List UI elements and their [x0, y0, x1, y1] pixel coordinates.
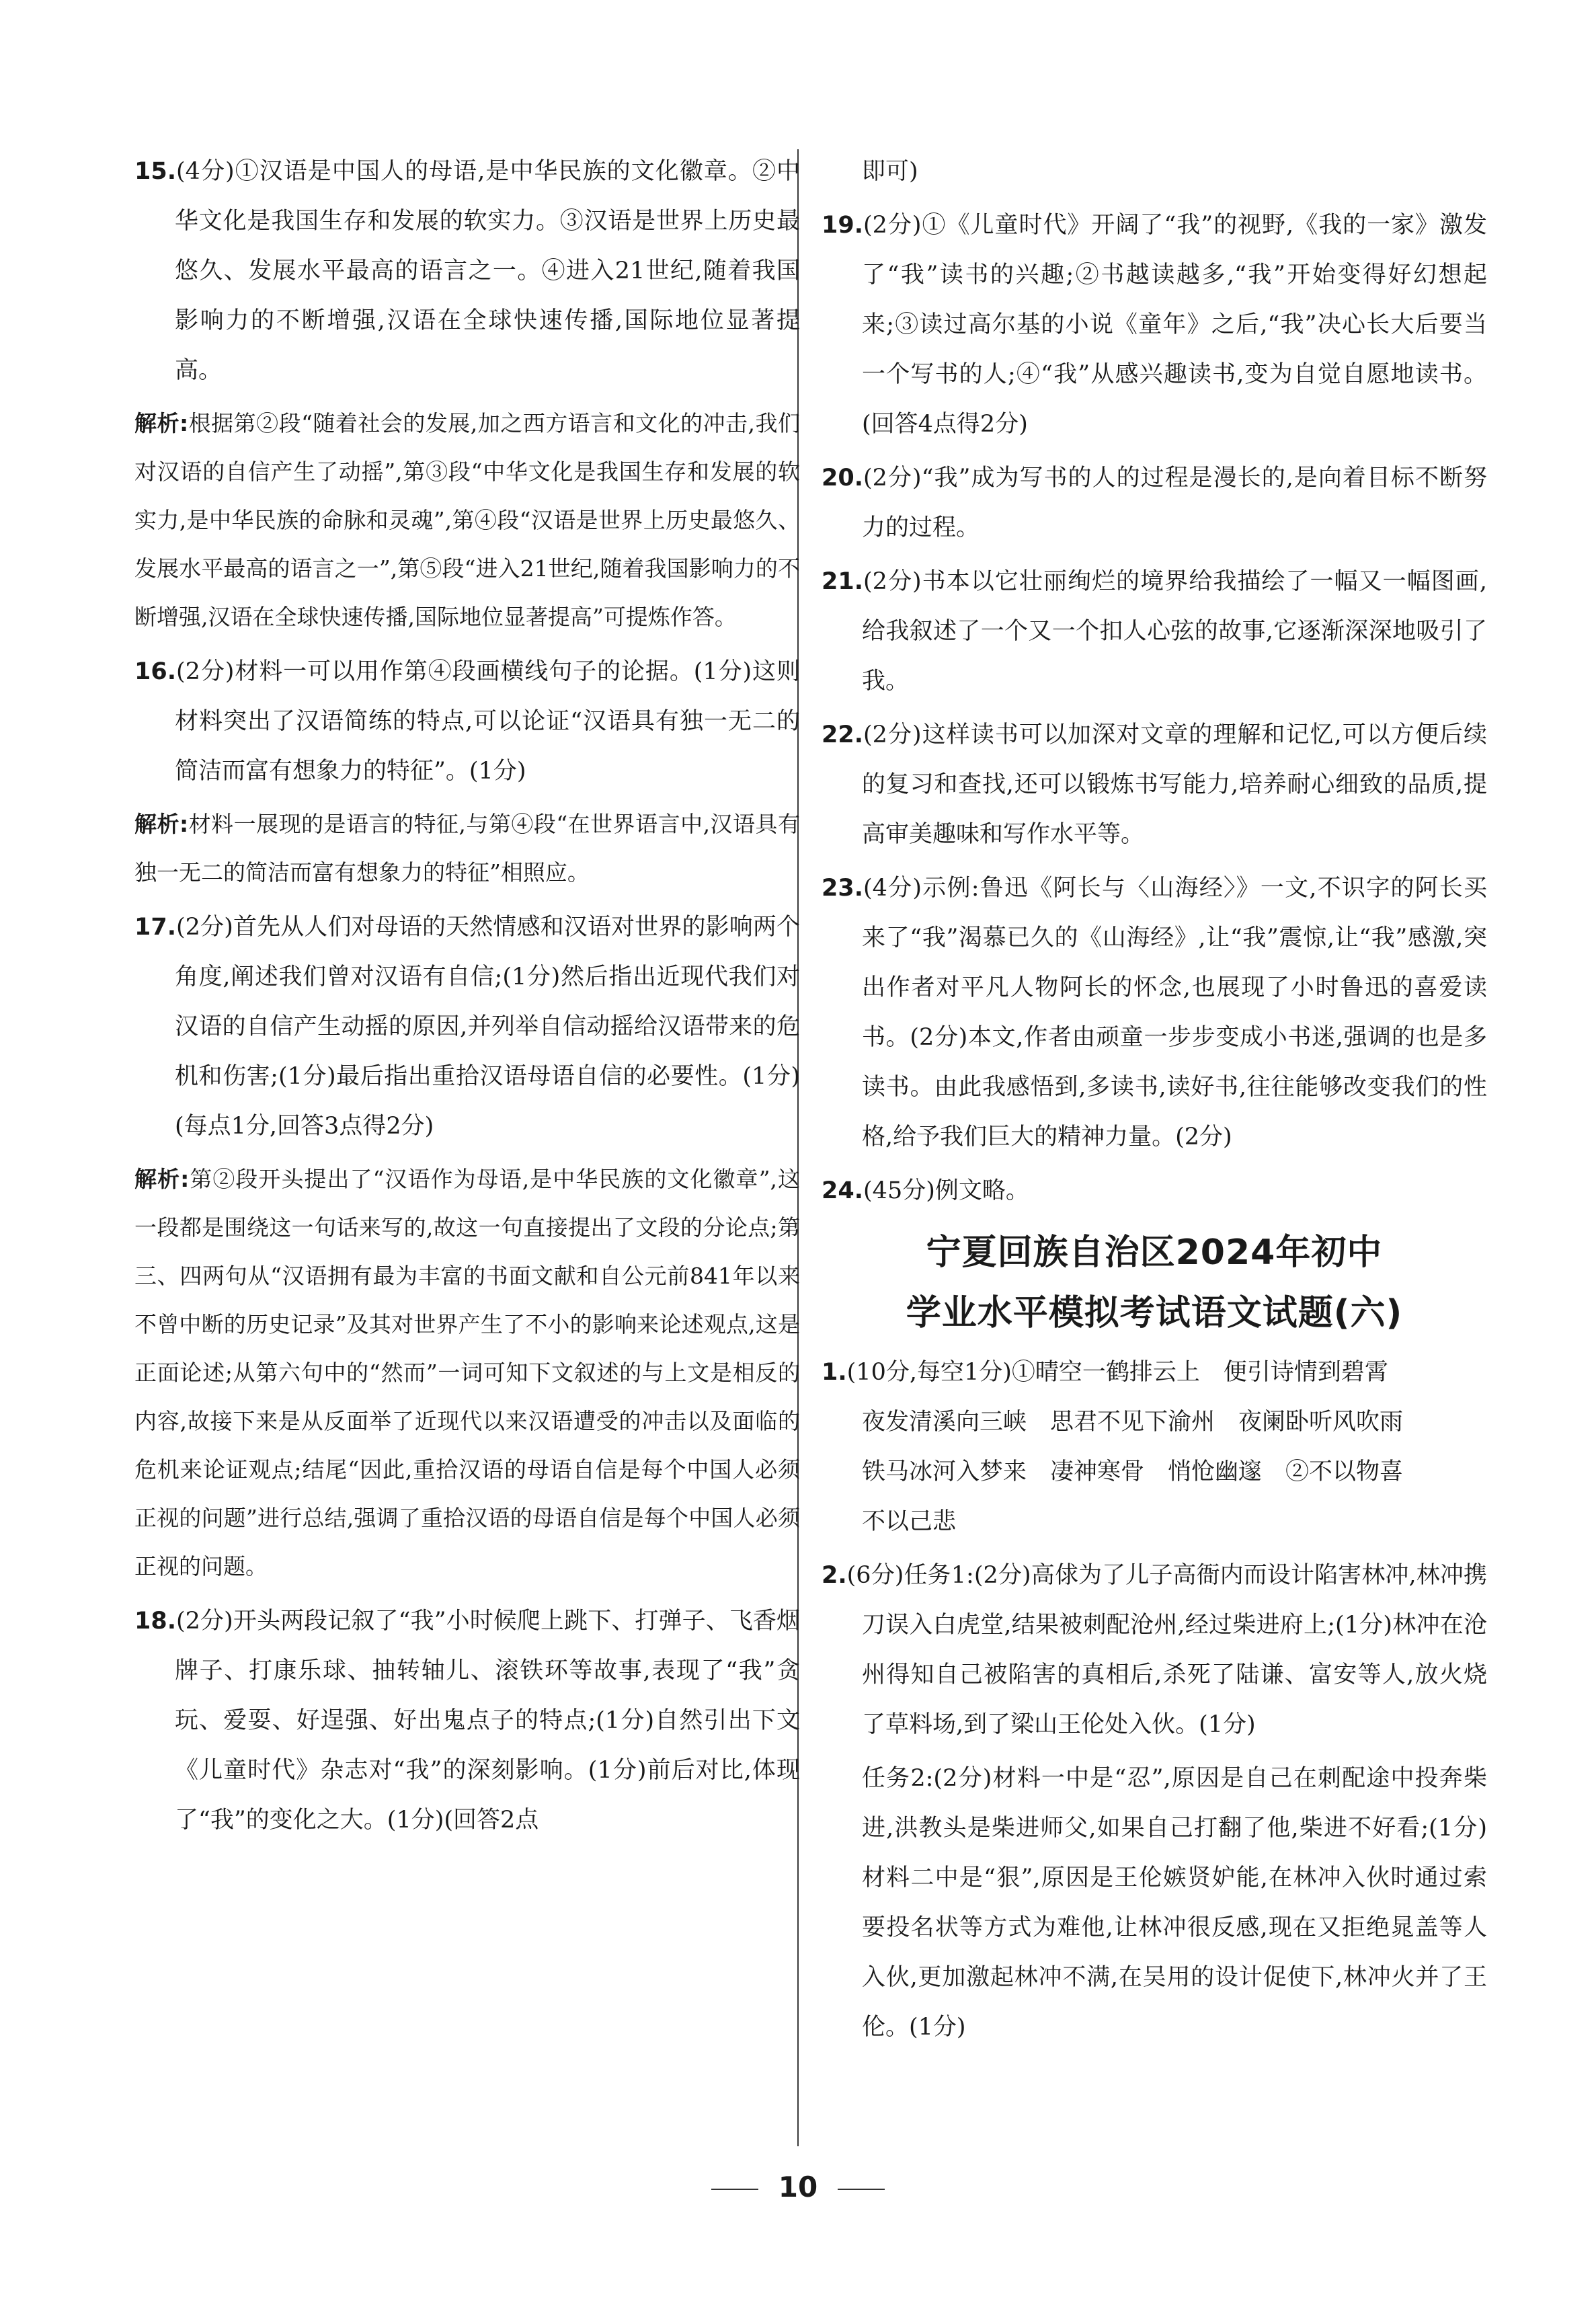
- answer-s2-task1: 2.(6分)任务1:(2分)高俅为了儿子高衙内而设计陷害林冲,林冲携刀误入白虎堂,结果被刺配沧州,经过柴进府上;(1分)林冲在沧州得知自己被陷害的真相后,杀死了陆谦、富安等人,放火烧了草料场,到了梁山王伦处入伙。(1分): [822, 1562, 1487, 1738]
- answer-s2-task2: 任务2:(2分)材料一中是“忍”,原因是自己在刺配途中投奔柴进,洪教头是柴进师父,如果自己打翻了他,柴进不好看;(1分)材料二中是“狠”,原因是王伦嫉贤妒能,在林冲入伙时通过索要投名状等方式为难他,让林冲很反感,现在又拒绝晁盖等人入伙,更加激起林冲不满,在吴用的设计促使下,林冲火并了王伦。(1分): [862, 1765, 1487, 2041]
- analysis-17: 解析:第②段开头提出了“汉语作为母语,是中华民族的文化徽章”,这一段都是围绕这一句话来写的,故这一句直接提出了文段的分论点;第三、四两句从“汉语拥有最为丰富的书面文献和自公元前841年以来不曾中断的历史记录”及其对世界产生了不小的影响来论述观点,这是正面论述;从第六句中的“然而”一词可知下文叙述的与上文是相反的内容,故接下来是从反面举了近现代以来汉语遭受的冲击以及面临的危机来论证观点;结尾“因此,重拾汉语的母语自信是每个中国人必须正视的问题”进行总结,强调了重拾汉语的母语自信是每个中国人必须正视的问题。: [134, 1166, 800, 1579]
- answer-16: 16.(2分)材料一可以用作第④段画横线句子的论据。(1分)这则材料突出了汉语简练的特点,可以论证“汉语具有独一无二的简洁而富有想象力的特征”。(1分): [134, 658, 800, 785]
- answer-19: 19.(2分)①《儿童时代》开阔了“我”的视野,《我的一家》激发了“我”读书的兴趣;②书越读越多,“我”开始变得好幻想起来;③读过高尔基的小说《童年》之后,“我”决心长大后要当一个写书的人;④“我”从感兴趣读书,变为自觉自愿地读书。(回答4点得2分): [822, 212, 1487, 438]
- answer-23: 23.(4分)示例:鲁迅《阿长与〈山海经〉》一文,不识字的阿长买来了“我”渴慕已久的《山海经》,让“我”震惊,让“我”感激,突出作者对平凡人物阿长的怀念,也展现了小时鲁迅的喜爱读书。(2分)本文,作者由顽童一步步变成小书迷,强调的也是多读书。由此我感悟到,多读书,读好书,往往能够改变我们的性格,给予我们巨大的精神力量。(2分): [822, 875, 1487, 1150]
- right-column: [822, 147, 1487, 2056]
- answer-24: 24.(45分)例文略。: [822, 1177, 1029, 1204]
- answer-15: 15.(4分)①汉语是中国人的母语,是中华民族的文化徽章。②中华文化是我国生存和发展的软实力。③汉语是世界上历史最悠久、发展水平最高的语言之一。④进入21世纪,随着我国影响力的不断增强,汉语在全球快速传播,国际地位显著提高。: [134, 158, 800, 384]
- analysis-16: 解析:材料一展现的是语言的特征,与第④段“在世界语言中,汉语具有独一无二的简洁而富有想象力的特征”相照应。: [134, 811, 800, 886]
- page-number: 10: [0, 2170, 1596, 2203]
- section-title: [822, 1222, 1487, 1343]
- analysis-15: 解析:根据第②段“随着社会的发展,加之西方语言和文化的冲击,我们对汉语的自信产生了动摇”,第③段“中华文化是我国生存和发展的软实力,是中华民族的命脉和灵魂”,第④段“汉语是世界上历史最悠久、发展水平最高的语言之一”,第⑤段“进入21世纪,随着我国影响力的不断增强,汉语在全球快速传播,国际地位显著提高”可提炼作答。: [134, 410, 800, 630]
- page-number-dash-left: [711, 2189, 758, 2190]
- answer-20: 20.(2分)“我”成为写书的人的过程是漫长的,是向着目标不断努力的过程。: [822, 465, 1487, 541]
- left-column: [134, 147, 800, 1849]
- section-title-line-1: 宁夏回族自治区2024年初中: [926, 1232, 1383, 1273]
- page-number-dash-right: [838, 2189, 885, 2190]
- answer-22: 22.(2分)这样读书可以加深对文章的理解和记忆,可以方便后续的复习和查找,还可以锻炼书写能力,培养耐心细致的品质,提高审美趣味和写作水平等。: [822, 721, 1487, 848]
- answer-18: 18.(2分)开头两段记叙了“我”小时候爬上跳下、打弹子、飞香烟牌子、打康乐球、抽转轴儿、滚铁环等故事,表现了“我”贪玩、爱耍、好逞强、好出鬼点子的特点;(1分)自然引出下文《儿童时代》杂志对“我”的深刻影响。(1分)前后对比,体现了“我”的变化之大。(1分)(回答2点: [134, 1608, 800, 1834]
- answer-18-continued: 即可): [862, 158, 918, 185]
- answer-s1: 1.(10分,每空1分)①晴空一鹤排云上 便引诗情到碧霄 夜发清溪向三峡 思君不见下渝州 夜阑卧听风吹雨 铁马冰河入梦来 凄神寒骨 悄怆幽邃 ②不以物喜 不以己悲: [822, 1359, 1404, 1535]
- answer-21: 21.(2分)书本以它壮丽绚烂的境界给我描绘了一幅又一幅图画,给我叙述了一个又一个扣人心弦的故事,它逐渐深深地吸引了我。: [822, 568, 1487, 695]
- section-title-line-2: 学业水平模拟考试语文试题(六): [906, 1293, 1403, 1333]
- answer-17: 17.(2分)首先从人们对母语的天然情感和汉语对世界的影响两个角度,阐述我们曾对汉语有自信;(1分)然后指出近现代我们对汉语的自信产生动摇的原因,并列举自信动摇给汉语带来的危机和伤害;(1分)最后指出重拾汉语母语自信的必要性。(1分)(每点1分,回答3点得2分): [134, 914, 800, 1140]
